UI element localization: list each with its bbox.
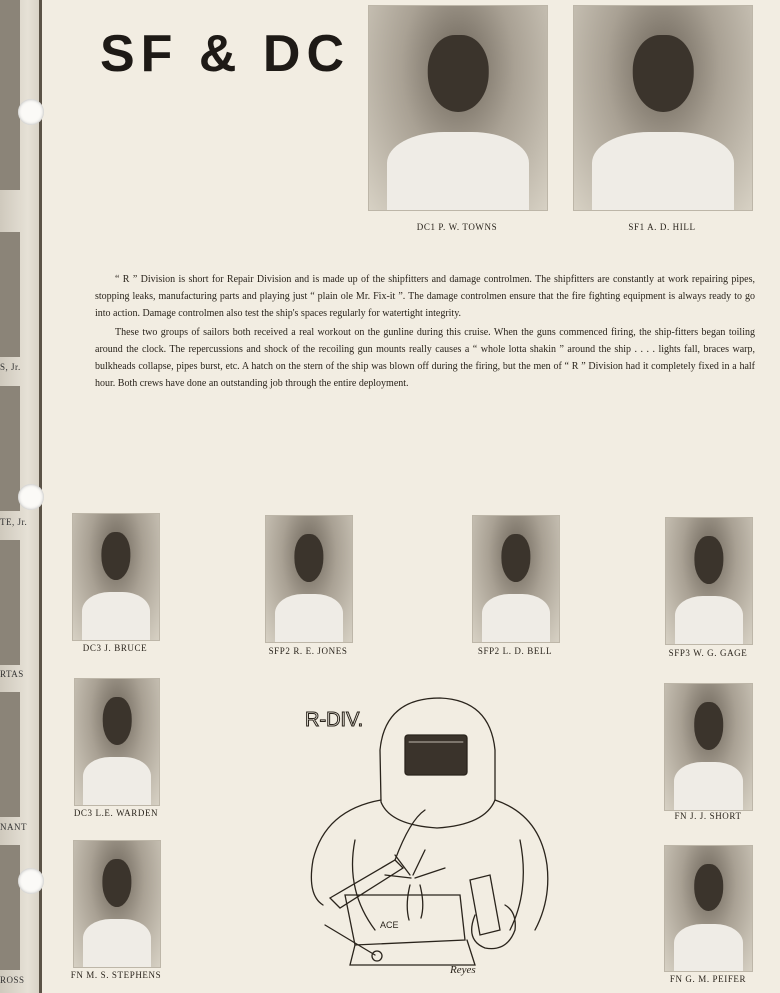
portrait-photo — [664, 683, 753, 811]
artist-signature: Reyes — [450, 964, 476, 976]
strip-label: RTAS — [0, 669, 24, 679]
portrait-caption: DC1 P. W. TOWNS — [416, 222, 498, 232]
strip-photo — [0, 386, 20, 511]
strip-label: NANT — [0, 822, 27, 832]
helmet-visor — [405, 735, 467, 775]
pipe — [470, 875, 500, 935]
vise-label: ACE — [380, 920, 399, 930]
cartoon-label: R-DIV. — [305, 709, 364, 731]
right-arm — [495, 800, 548, 930]
portrait-caption: SF1 A. D. HILL — [628, 222, 696, 232]
portrait-photo — [72, 513, 160, 641]
strip-label: TE, Jr. — [0, 517, 28, 527]
strip-photo — [0, 232, 20, 357]
punch-hole — [18, 868, 44, 894]
article-text — [95, 271, 755, 394]
portrait-caption: SFP2 R. E. JONES — [268, 646, 348, 656]
portrait-photo — [664, 845, 753, 972]
strip-photo — [0, 0, 20, 190]
portrait-caption: SFP3 W. G. GAGE — [668, 648, 748, 658]
portrait-photo — [665, 517, 753, 645]
portrait-photo — [368, 5, 548, 211]
strip-photo — [0, 845, 20, 970]
article-paragraph: These two groups of sailors both received a real workout on the gunline during this cruise. When the guns commenced firing, the ship-fitters began toiling around the clock. The repercussions and shock of the recoiling gun mounts really causes a “ whole lotta shakin ” around the ship . . . . lights fall, braces warp, bulkheads collapse, pipes burst, etc. A hatch on the stern of the ship was blown off during the firing, but the men of “ R ” Division had it completely fixed in a half hour. Both crews have done an outstanding job through the entire deployment. — [95, 327, 755, 389]
portrait-photo — [472, 515, 560, 643]
page-title: SF & DC — [100, 25, 350, 83]
portrait-caption: FN J. J. SHORT — [674, 811, 742, 821]
portrait-caption: DC3 L.E. WARDEN — [73, 808, 159, 818]
article-paragraph: “ R ” Division is short for Repair Division and is made up of the shipfitters and damage controlmen. The shipfitters are constantly at work repairing pipes, stopping leaks, manufacturing parts and playing just “ plain ole Mr. Fix-it ”. The damage controlmen ensure that the fire fighting equipment is always ready to go into action. Damage controlmen also test the ship's spaces regularly for watertight integrity. — [95, 274, 755, 319]
portrait-photo — [265, 515, 353, 643]
strip-photo — [0, 540, 20, 665]
portrait-caption: FN G. M. PEIFER — [669, 974, 747, 984]
portrait-photo — [74, 678, 160, 806]
welder-cartoon — [285, 690, 565, 980]
portrait-photo — [573, 5, 753, 211]
vise — [345, 895, 465, 945]
portrait-caption: FN M. S. STEPHENS — [70, 970, 162, 980]
strip-label: ROSS — [0, 975, 25, 985]
welding-torch — [330, 860, 403, 908]
portrait-caption: DC3 J. BRUCE — [82, 643, 148, 653]
portrait-photo — [73, 840, 161, 968]
strip-label: S, Jr. — [0, 362, 21, 372]
punch-hole — [18, 484, 44, 510]
strip-photo — [0, 692, 20, 817]
portrait-caption: SFP2 L. D. BELL — [477, 646, 553, 656]
punch-hole — [18, 99, 44, 125]
